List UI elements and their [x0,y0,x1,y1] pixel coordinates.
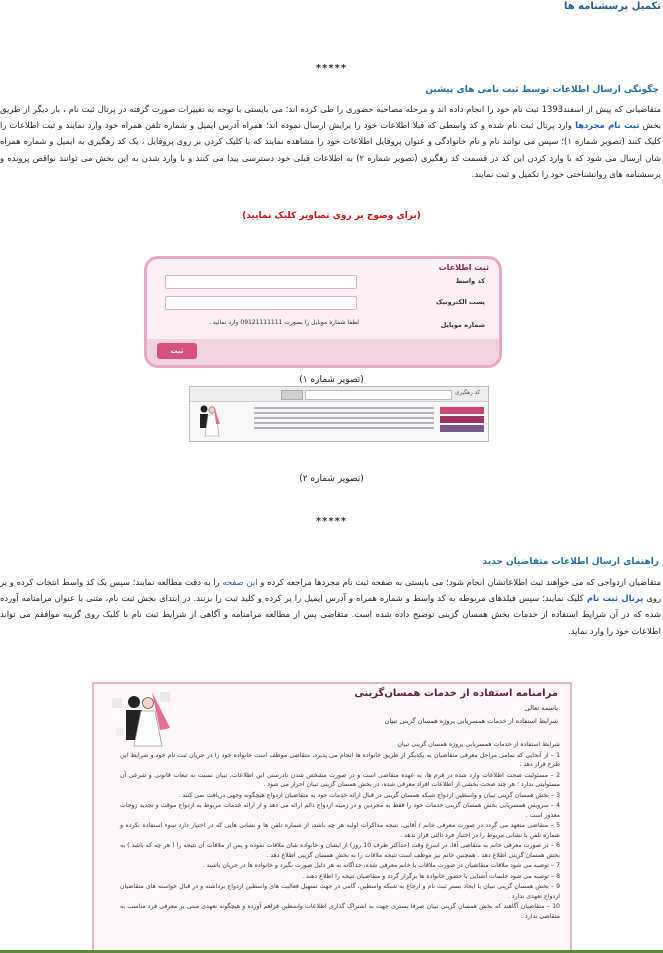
terms-subtitle: شرایط استفاده از خدمات همسریابی پروژه همسان گزینی تبیان [384,717,558,725]
submit-button: ثبت [157,343,197,359]
terms-line: 10 – متقاضیان آگاهند که بخش همسان گزینی تبیان صرفا بستری جهت به اشتراک گذاری اطلاعات واسطین فراهم آورده و هیچگونه تعهدی مبنی بر معرفی فرد مناسب به متقاضی ندارد . [120,903,560,920]
mobile-hint: لطفا شماره موبایل را بصورت 09121111111 وارد نمائید . [209,319,359,326]
text-span: متقاضیان ازدواجی که می خواهند ثبت اطلاعاتشان انجام شود؛ می بایستی به صفحه ثبت نام مجردها مراجعه کرده و [257,577,661,587]
section2-paragraph [0,574,661,639]
mobile-label: شماره موبایل [440,321,485,329]
terms-line: 6 – در صورت معرفی خانم به متقاضی آقا، در اسرع وقت (حداکثر ظرف 10 روز) از ایشان و خانواده شان ملاقات نموده و پس از ملاقات آن نتیجه را ( هر چه که باشد ) به بخش همسان گزینی اطلاع دهد . همچنین خانم نیز موظف است نتیجه ملاقات را به بخش همسان گزینی اطلاع دهد . [120,842,560,859]
section1-paragraph [0,101,661,182]
tracking-submit [281,390,303,400]
text-span: را به دقت مطالعه نمایند؛ سپس یک کد واسط انتخاب کرده و بر روی [0,577,661,604]
tracking-code-label: کد رهگیری [455,390,480,396]
terms-line: 7 – توصیه می شود ملاقات متقاضیان در صورت ملاقات با خانم معرفی شده، جداگانه به هر دلیل صورت نگیرد و خانواده ها در جریان باشند . [202,862,560,869]
terms-title: مرامنامه استفاده از خدمات همسان‌گزینی [354,688,558,699]
terms-line: 3 – بخش همسان گزینی تبیان و واسطین ازدواج شبکه همسان گزینی در قبال ارائه خدمات خود به متقاضیان ازدواج هیچگونه وجهی دریافت نمی کنند . [178,791,560,799]
terms-line: شرایط استفاده از خدمات همسریابی پروژه همسان گزینی تبیان [397,741,560,748]
mediator-code-label: کد واسط [455,277,485,285]
terms-image[interactable] [92,682,572,953]
email-field [165,296,357,310]
terms-line: 1 – از آنجایی که تمامی مراحل معرفی متقاضیان به یکدیگر از طریق خانواده ها انجام می پذیرد، متقاضی موظف است خانواده خود را در جریان ثبت نام خود و شرایط این طرح قرار دهد . [120,751,560,768]
figure2-image[interactable] [189,386,489,442]
profile-text [254,407,434,435]
section-title-previous-registrants: چگونگی ارسال اطلاعات توسط ثبت نامی های پیشین [425,85,659,95]
form-footer-bar [147,339,499,365]
section-title-new-applicants: راهنمای ارسال اطلاعات متقاضیان جدید [482,557,659,567]
terms-line: 4 – سرویس همسریابی بخش همسان گزینی خدمات خود را فقط به مجردین و در زمینه ازدواج دائم ارائه می دهد و از ارائه خدمات مربوط به ازدواج موقت و تجدید زوجات معذور است . [120,802,560,819]
terms-line: 2 – مسئولیت صحت اطلاعات وارد شده در فرم ها، به عهده متقاضی است و در صورت مشخص شدن نادرستی این اطلاعات، تبیان نسبت به تبعات قانونی و شرعی آن مسئولیتی ندارد ؛ هر چند صحت بخشی از اطلاعات افراد معرفی شده، در بخش همسان گزینی تبیان احراز می شود . [120,771,560,788]
terms-line: 9 – بخش همسان گزینی تبیان با ایجاد بستر ثبت نام و ارجاع به شبکه واسطین، گامی در جهت تسهیل فعالیت های واسطین ازدواج برداشته و در قبال خواسته های متقاضیان ازدواج تعهدی ندارد . [120,883,560,900]
terms-subtitle: باسمه تعالی [524,704,558,712]
registration-portal-link[interactable]: پرتال ثبت نام [586,593,644,604]
tracking-code-field [305,390,452,400]
single-registration-link[interactable]: ثبت نام مجردها [575,120,640,131]
text-span: متقاضیانی که پیش از اسفند1393 ثبت نام خود را انجام داده اند و مرحله مصاحبه حضوری را طی کرده اند؛ می بایستی با توجه به تغییرات صورت گرفته در پرتال ثبت نام ، بار دیگر از طریق بخش [0,104,662,131]
terms-body [120,740,560,922]
text-span: وارد پرتال ثبت نام شده و کد واسطی که قبلا اطلاعات خود را برایش ارسال نموده اند؛ همراه آدرس ایمیل و شماره تلفن همراه خود وارد نمایند و ثبت اطلاعات را کلیک کنند (تصویر شماره ۱)؛ سپس می توانند نام و نام خانوادگی و عنوان پروفایل اطلاعات خود را مشاهده نمایند که با کلیک کردن بر روی پروفایل ، یک کد رهگیری به ایمیل و شماره همراه شان ارسال می شود که با وارد کردن این کد در قسمت کد رهگیری (تصویر شماره ۲) به اطلاعات قبلی خود دسترسی پیدا می کنند و با وارد شدن به این بخش می توانند نواقص پرونده و پرسشنامه های روانشناختی خود را تکمیل و ثبت نمایند. [0,120,661,179]
email-label: پست الکترونیک [435,298,485,306]
form-title: ثبت اطلاعات [438,263,489,272]
text-span: کلیک نمایند؛ سپس فیلدهای مربوطه به کد واسط و شماره همراه و آدرس ایمیل را پر کرده و کلید ثبت را بزنند. در ابتدای بخش ثبت نام، متنی با عنوان مرامنامه آورده شده که در آن شرایط استفاده از خدمات بخش همسان گزینی توضیح داده شده است. متقاضی پس از مطالعه مرامنامه و آگاهی از شرایط ثبت نام با کلیک روی گزینه موافقم می تواند اطلاعات خود را وارد نماید. [0,593,661,636]
terms-line: 8 – توصیه می شود جلسات آشنایی با حضور خانواده ها برگزار گردد و متقاضیان نتیجه را اطلاع دهند . [302,872,560,880]
separator: ***** [315,63,348,74]
page-title: تکمیل پرسشنامه ها [563,1,661,12]
this-page-link[interactable]: این صفحه [222,577,258,587]
figure1-caption: (تصویر شماره ۱) [299,375,364,385]
terms-line: 5 – متقاضی متعهد می گردد در صورت معرفی خانم / آقایی، نتیجه مذاکرات اولیه هر چه باشد، از شماره تلفن ها و نشانی هایی که در اختیار دارد سوء استفاده نکرده و شماره تلفن یا نشانی مربوط را در اختیار فرد ثالثی قرار ندهد . [120,822,560,839]
profile-menu [440,407,484,434]
separator: ***** [315,516,348,527]
click-hint: (برای وضوح بر روی تصاویر کلیک نمایید) [242,211,421,221]
figure2-caption: (تصویر شماره ۲) [299,474,364,484]
figure1-image[interactable] [144,256,502,368]
couple-icon [196,404,220,438]
mediator-code-field [165,275,357,289]
